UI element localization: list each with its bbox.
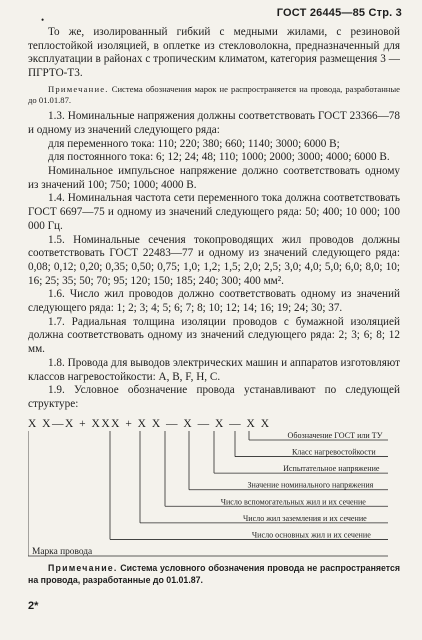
- paragraph-1-7: 1.7. Радиальная толщина изоляции проводов с бумажной изоляцией должна соответствовать одному из значений следующего ряда: 2; 3; 6; 8; 12 мм.: [28, 315, 400, 356]
- structure-label: Число жил заземления и их сечение: [242, 513, 367, 523]
- paragraph-1-3: 1.3. Номинальные напряжения должны соответствовать ГОСТ 23366—78 и одному из значений следующего ряда:: [28, 110, 400, 136]
- structure-label: Класс нагревостойкости: [291, 447, 376, 457]
- structure-formula: X X—X + XXX + X X — X — X — X X: [28, 418, 271, 430]
- note-marks: [28, 84, 400, 106]
- paragraph-1-4: 1.4. Номинальная частота сети переменного тока должна соответствовать ГОСТ 6697—75 и одному из значений следующего ряда: 50; 400; 10 000; 100 000 Гц.: [28, 192, 400, 232]
- structure-label: Марка провода: [32, 547, 93, 557]
- note-label: Примечание.: [48, 83, 109, 94]
- note-label: Примечание.: [48, 563, 118, 573]
- structure-label: Испытательное напряжение: [283, 464, 380, 474]
- page-dot: •: [41, 15, 45, 25]
- paragraph-1-9: 1.9. Условное обозначение провода устанавливают по следующей структуре:: [28, 384, 400, 410]
- designation-structure-diagram: [28, 416, 400, 566]
- paragraph-1-5: 1.5. Номинальные сечения токопроводящих жил проводов должны соответствовать ГОСТ 22483—77 и одному из значений следующего ряда: 0,08; 0,12; 0,20; 0,35; 0,50; 0,75; 1,0; 1,2; 1,5; 2,0; 2,5; 3,0; 4,0; 5,0; 6,0; 8,0; 10; 16; 25; 35; 50; 70; 95; 120; 150; 185; 240; 300; 400 мм².: [28, 233, 400, 287]
- main-text: [28, 26, 400, 412]
- paragraph-dc-voltage: для постоянного тока: 6; 12; 24; 48; 110; 1000; 2000; 3000; 4000; 6000 В.: [48, 151, 390, 164]
- note-text: Система условного обозначения провода не распространяется на провода, разработанные до 01.01.87.: [28, 563, 401, 585]
- paragraph-pulse-voltage: Номинальное импульсное напряжение должно соответствовать одному из значений 100; 750; 1000; 4000 В.: [28, 165, 400, 191]
- note-designation: [28, 563, 400, 586]
- page-number: 2*: [28, 600, 39, 612]
- paragraph-wire-description: То же, изолированный гибкий с медными жилами, с резиновой теплостойкой изоляцией, в оплетке из стекловолокна, предназначенный для эксплуатации в районах с тропическим климатом, категория размещения 3 — ПГРТО-Т3.: [28, 26, 400, 80]
- standard-header: ГОСТ 26445—85 Стр. 3: [276, 7, 402, 19]
- structure-label: Число основных жил и их сечение: [251, 530, 371, 540]
- paragraph-1-8: 1.8. Провода для выводов электрических машин и аппаратов изготовляют классов нагревостойкости: A, B, F, H, C.: [28, 356, 400, 383]
- paragraph-ac-voltage: для переменного тока: 110; 220; 380; 660; 1140; 3000; 6000 В;: [48, 137, 340, 150]
- note-text: Система обозначения марок не распространяется на провода, разработанные до 01.01.87.: [28, 83, 400, 106]
- structure-label: Значение номинального напряжения: [247, 480, 374, 490]
- structure-label: Число вспомогательных жил и их сечение: [220, 497, 366, 507]
- structure-label: Обозначение ГОСТ или ТУ: [287, 431, 383, 440]
- paragraph-1-6: 1.6. Число жил проводов должно соответствовать одному из значений следующего ряда: 1; 2; 3; 4; 5; 6; 7; 8; 10; 12; 14; 16; 19; 24; 30; 37.: [28, 288, 400, 315]
